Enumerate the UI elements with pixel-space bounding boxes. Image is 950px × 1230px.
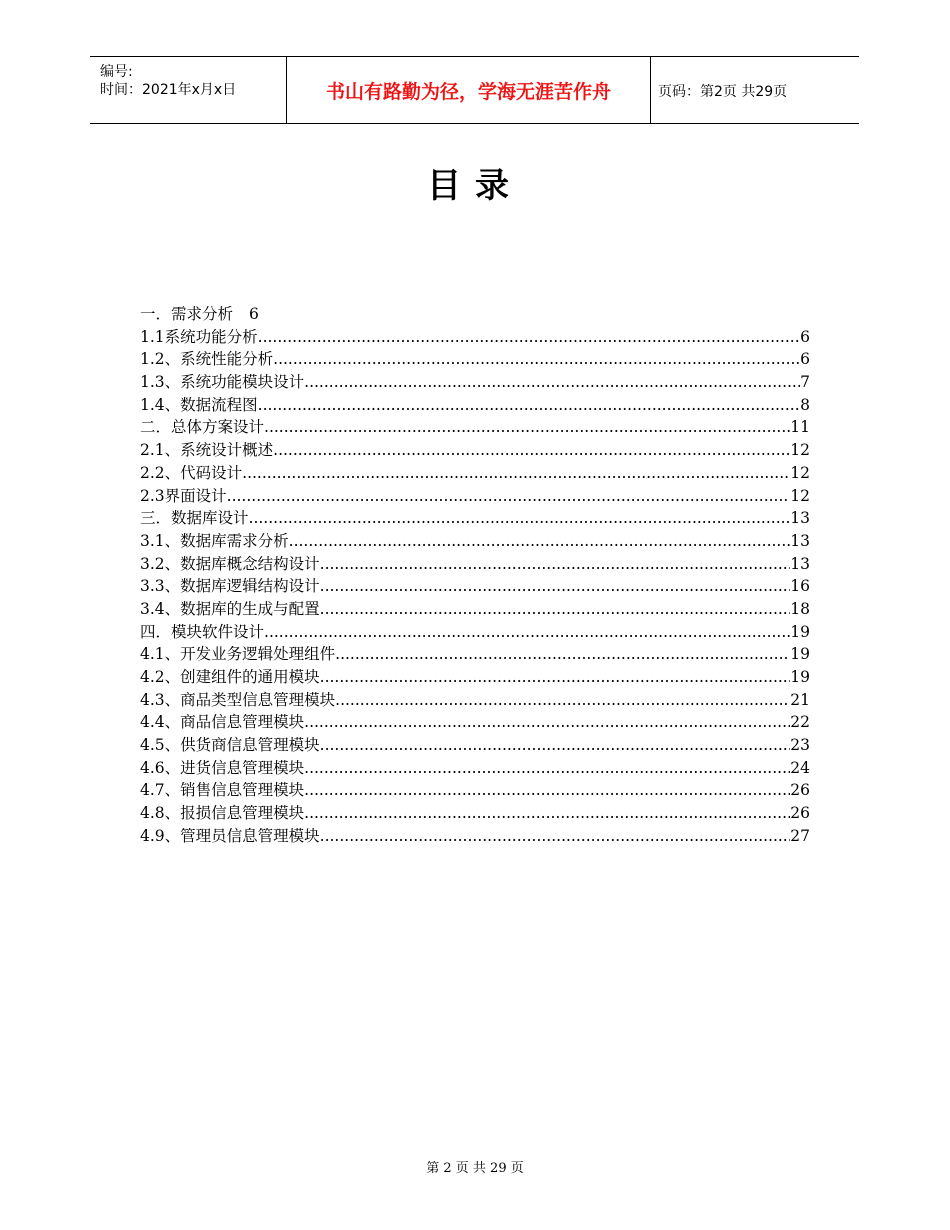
toc-entry-label: 3.4、数据库的生成与配置 (140, 599, 320, 618)
toc-entry-label: 4.2、创建组件的通用模块 (140, 668, 320, 686)
toc-dot-leader (289, 530, 791, 553)
toc-entry[interactable] (140, 326, 810, 349)
document-number-label: 编号: (100, 64, 133, 80)
toc-entry-page: 12 (790, 441, 810, 460)
page-header (90, 56, 859, 124)
toc-entry-label: 4.3、商品类型信息管理模块 (140, 690, 336, 709)
toc-entry-label: 二．总体方案设计 (140, 418, 265, 437)
toc-entry-page: 13 (790, 531, 810, 550)
toc-entry-page: 7 (800, 373, 810, 392)
toc-entry[interactable] (140, 779, 810, 802)
header-meta-cell (90, 57, 286, 123)
toc-dot-leader (320, 598, 791, 621)
toc-entry[interactable] (140, 734, 810, 757)
toc-dot-leader (273, 348, 800, 371)
toc-dot-leader (320, 825, 791, 848)
toc-entry-page: 12 (790, 463, 810, 482)
toc-entry-label: 1.3、系统功能模块设计 (140, 373, 305, 392)
toc-entry-page: 23 (790, 736, 810, 755)
toc-entry-label: 4.5、供货商信息管理模块 (140, 736, 320, 755)
toc-dot-leader (258, 394, 800, 417)
toc-entry[interactable] (140, 394, 810, 417)
toc-entry-page: 21 (790, 690, 810, 709)
toc-entry-page: 11 (790, 418, 810, 437)
toc-entry-page: 18 (790, 599, 810, 618)
toc-entry[interactable] (140, 689, 810, 712)
toc-dot-leader (304, 371, 800, 394)
toc-entry[interactable] (140, 348, 810, 371)
toc-entry-page: 13 (790, 509, 810, 528)
toc-dot-leader (258, 326, 800, 349)
toc-dot-leader (242, 462, 790, 485)
toc-entry-page: 26 (790, 781, 810, 800)
toc-entry[interactable] (140, 711, 810, 734)
toc-entry-label: 4.7、销售信息管理模块 (140, 781, 305, 800)
toc-entry[interactable] (140, 598, 810, 621)
toc-entry-label: 2.1、系统设计概述 (140, 441, 274, 460)
header-page-info: 页码：第2页 共29页 (658, 84, 788, 100)
toc-entry[interactable] (140, 439, 810, 462)
toc-entry-label: 4.9、管理员信息管理模块 (140, 826, 320, 845)
toc-dot-leader (304, 802, 790, 825)
toc-dot-leader (320, 575, 791, 598)
toc-entry-label: 三．数据库设计 (140, 509, 249, 528)
toc-entry-label: 3.3、数据库逻辑结构设计 (140, 577, 320, 596)
toc-entry-label: 2.2、代码设计 (140, 463, 243, 482)
toc-entry[interactable] (140, 485, 810, 508)
toc-entry-page: 22 (790, 713, 810, 732)
toc-entry-page: 26 (790, 804, 810, 823)
page-title: 目录 (427, 166, 523, 206)
toc-entry-label: 3.2、数据库概念结构设计 (140, 554, 320, 573)
toc-dot-leader (264, 621, 790, 644)
toc-entry-page: 8 (800, 395, 810, 414)
toc-dot-leader (227, 485, 791, 508)
toc-entry-label: 1.2、系统性能分析 (140, 350, 274, 369)
header-motto-cell (286, 57, 651, 123)
toc-entry-label: 3.1、数据库需求分析 (140, 531, 289, 550)
toc-entry-label: 4.6、进货信息管理模块 (140, 758, 305, 777)
toc-entry[interactable] (140, 371, 810, 394)
toc-dot-leader (320, 553, 791, 576)
toc-dot-leader (304, 779, 790, 802)
toc-entry-label: 1.1系统功能分析 (140, 327, 258, 346)
table-of-contents (140, 303, 810, 848)
toc-entry[interactable] (140, 575, 810, 598)
toc-dot-leader (264, 416, 790, 439)
toc-dot-leader (273, 439, 790, 462)
toc-entry[interactable] (140, 416, 810, 439)
toc-entry-page: 6 (249, 305, 259, 323)
toc-dot-leader (304, 757, 790, 780)
toc-entry-label: 四．模块软件设计 (140, 622, 265, 641)
toc-entry-label: 4.8、报损信息管理模块 (140, 804, 305, 823)
page-footer: 第 2 页 共 29 页 (426, 1161, 524, 1176)
toc-entry-label: 1.4、数据流程图 (140, 395, 258, 414)
toc-entry-label: 4.4、商品信息管理模块 (140, 713, 305, 732)
toc-dot-leader (335, 689, 790, 712)
toc-entry[interactable] (140, 530, 810, 553)
toc-entry-page: 16 (790, 577, 810, 596)
header-page-cell (650, 57, 859, 123)
toc-entry-page: 27 (790, 826, 810, 845)
toc-entry-page: 19 (790, 668, 810, 686)
toc-entry[interactable] (140, 507, 810, 530)
toc-entry-page: 6 (800, 350, 810, 369)
toc-dot-leader (304, 711, 790, 734)
toc-dot-leader (320, 734, 791, 757)
toc-entry-page: 24 (790, 758, 810, 777)
toc-dot-leader (335, 643, 790, 666)
toc-entry-label: 一．需求分析 (140, 305, 234, 323)
toc-dot-leader (249, 507, 791, 530)
toc-entry[interactable] (140, 303, 810, 326)
toc-entry[interactable] (140, 553, 810, 576)
toc-entry[interactable] (140, 621, 810, 644)
toc-entry-page: 19 (790, 645, 810, 664)
toc-entry[interactable] (140, 462, 810, 485)
toc-entry-label: 4.1、开发业务逻辑处理组件 (140, 645, 336, 664)
toc-entry[interactable] (140, 643, 810, 666)
header-motto: 书山有路勤为径，学海无涯苦作舟 (325, 81, 611, 103)
toc-dot-leader (320, 666, 791, 689)
toc-entry-page: 6 (800, 327, 810, 346)
toc-entry-page: 13 (790, 554, 810, 573)
toc-entry[interactable] (140, 825, 810, 848)
document-time-label: 时间：2021年x月x日 (100, 82, 237, 98)
toc-entry[interactable] (140, 666, 810, 689)
toc-entry[interactable] (140, 757, 810, 780)
toc-entry[interactable] (140, 802, 810, 825)
toc-entry-page: 12 (790, 486, 810, 505)
toc-entry-page: 19 (790, 622, 810, 641)
toc-entry-label: 2.3界面设计 (140, 486, 227, 505)
